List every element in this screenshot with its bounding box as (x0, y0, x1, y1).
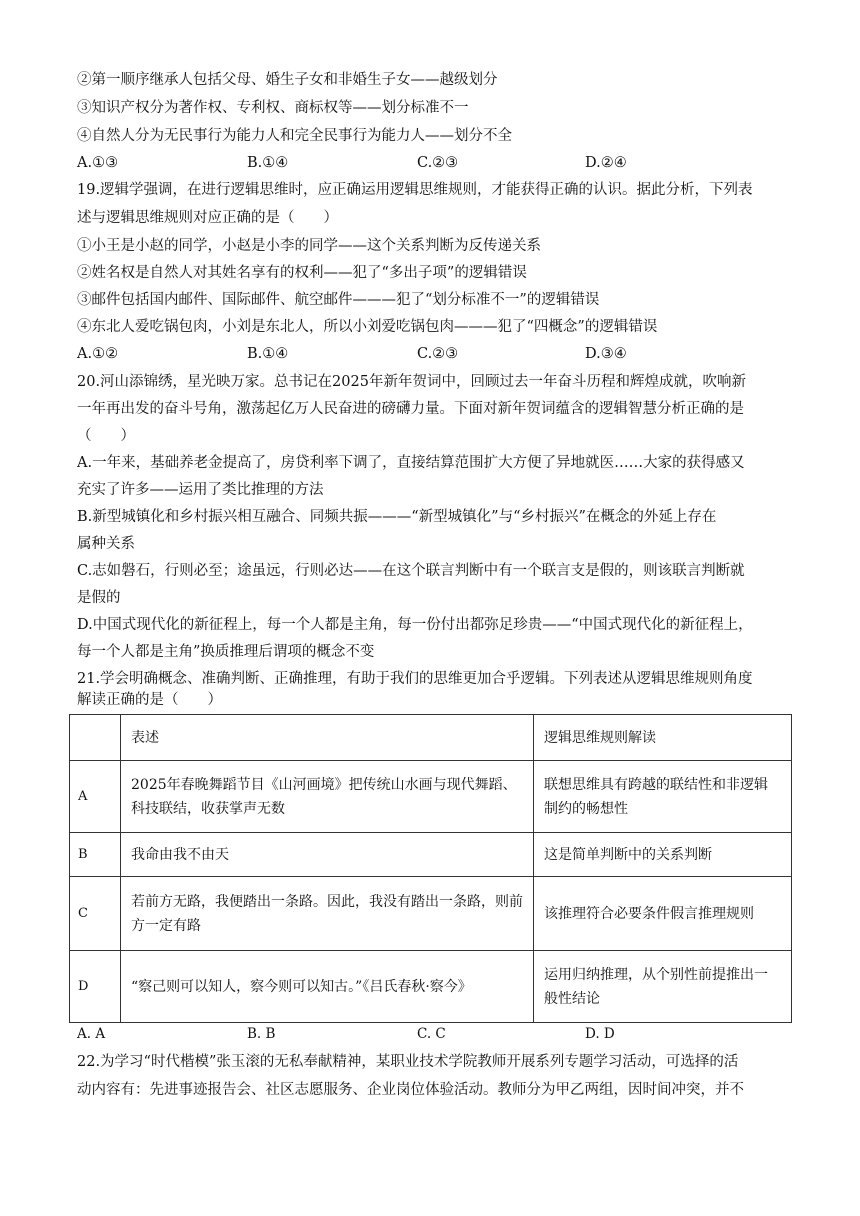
q22-stem-line: 动内容有：先进事迹报告会、社区志愿服务、企业岗位体验活动。教师分为甲乙两组，因时间冲突，并不 (77, 1082, 744, 1098)
q18-item-3: ③知识产权分为著作权、专利权、商标权等——划分标准不一 (77, 100, 469, 116)
q19-item-4: ④东北人爱吃锅包肉，小刘是东北人，所以小刘爱吃锅包肉———犯了“四概念”的逻辑错误 (77, 319, 658, 335)
row-interpretation: 这是简单判断中的关系判断 (534, 833, 792, 877)
table-row (70, 951, 792, 1023)
table-row (70, 761, 792, 833)
q19-option-c[interactable]: C.②③ (417, 346, 459, 362)
table-row (70, 877, 792, 951)
q20-stem-line: 20.河山添锦绣，星光映万家。总书记在2025年新年贺词中，回顾过去一年奋斗历程和辉煌成就，吹响新 (77, 374, 746, 390)
q19-option-a[interactable]: A.①② (77, 346, 119, 362)
q18-option-c[interactable]: C.②③ (417, 155, 459, 171)
q22-stem-line: 22.为学习“时代楷模”张玉滚的无私奉献精神，某职业技术学院教师开展系列专题学习活动，可选择的活 (77, 1054, 739, 1070)
q21-stem-line: 解读正确的是（ ） (77, 692, 222, 708)
table-header-cell (70, 715, 121, 761)
q18-option-a[interactable]: A.①③ (77, 155, 119, 171)
q19-option-d[interactable]: D.③④ (585, 346, 627, 362)
row-statement: 若前方无路，我便踏出一条路。因此，我没有踏出一条路，则前方一定有路 (121, 877, 534, 951)
q19-stem-line: 19.逻辑学强调，在进行逻辑思维时，应正确运用逻辑思维规则，才能获得正确的认识。据此分析，下列表 (77, 182, 753, 198)
q21-options (77, 1024, 777, 1044)
q20-option-a-cont[interactable]: 充实了许多——运用了类比推理的方法 (77, 482, 324, 498)
q21-stem-line: 21.学会明确概念、准确判断、正确推理，有助于我们的思维更加合乎逻辑。下列表述从逻辑思维规则角度 (77, 671, 753, 687)
q19-item-2: ②姓名权是自然人对其姓名享有的权利——犯了“多出子项”的逻辑错误 (77, 265, 527, 281)
q21-option-b[interactable]: B. B (247, 1026, 276, 1042)
row-interpretation: 该推理符合必要条件假言推理规则 (534, 877, 792, 951)
table-header-cell: 逻辑思维规则解读 (534, 715, 792, 761)
q21-option-a[interactable]: A. A (77, 1026, 106, 1042)
q20-option-d[interactable]: D.中国式现代化的新征程上，每一个人都是主角，每一份付出都弥足珍贵——“中国式现代化的新征程上， (77, 617, 753, 633)
row-label: A (70, 761, 121, 833)
row-interpretation: 联想思维具有跨越的联结性和非逻辑制约的畅想性 (534, 761, 792, 833)
table-header-row (70, 715, 792, 761)
row-statement: 2025年春晚舞蹈节目《山河画境》把传统山水画与现代舞蹈、科技联结，收获掌声无数 (121, 761, 534, 833)
q20-option-b-cont[interactable]: 属种关系 (77, 536, 135, 552)
row-label: C (70, 877, 121, 951)
q20-option-a[interactable]: A.一年来，基础养老金提高了，房贷利率下调了，直接结算范围扩大方便了异地就医……大家的获得感又 (77, 455, 745, 471)
q19-option-b[interactable]: B.①④ (247, 346, 289, 362)
q21-option-d[interactable]: D. D (585, 1026, 615, 1042)
row-interpretation: 运用归纳推理，从个别性前提推出一般性结论 (534, 951, 792, 1023)
row-statement: 我命由我不由天 (121, 833, 534, 877)
q18-options (77, 153, 777, 173)
q20-stem-line: 一年再出发的奋斗号角，激荡起亿万人民奋进的磅礴力量。下面对新年贺词蕴含的逻辑智慧分析正确的是 (77, 401, 744, 417)
table-header-cell: 表述 (121, 715, 534, 761)
row-label: B (70, 833, 121, 877)
q20-option-b[interactable]: B.新型城镇化和乡村振兴相互融合、同频共振———“新型城镇化”与“乡村振兴”在概念的外延上存在 (77, 509, 717, 525)
q18-item-2: ②第一顺序继承人包括父母、婚生子女和非婚生子女——越级划分 (77, 72, 498, 88)
q19-item-3: ③邮件包括国内邮件、国际邮件、航空邮件———犯了“划分标准不一”的逻辑错误 (77, 292, 600, 308)
row-label: D (70, 951, 121, 1023)
q19-item-1: ①小王是小赵的同学，小赵是小李的同学——这个关系判断为反传递关系 (77, 238, 541, 254)
q18-option-b[interactable]: B.①④ (247, 155, 289, 171)
q21-table (69, 714, 792, 1023)
q19-options (77, 344, 777, 364)
q18-option-d[interactable]: D.②④ (585, 155, 627, 171)
row-statement: “察己则可以知人，察今则可以知古。”《吕氏春秋·察今》 (121, 951, 534, 1023)
q18-item-4: ④自然人分为无民事行为能力人和完全民事行为能力人——划分不全 (77, 128, 512, 144)
q20-stem-line: （ ） (77, 428, 135, 444)
q20-option-d-cont[interactable]: 每一个人都是主角”换质推理后谓项的概念不变 (77, 644, 375, 660)
table-row (70, 833, 792, 877)
q20-option-c[interactable]: C.志如磐石，行则必至；途虽远，行则必达——在这个联言判断中有一个联言支是假的，则该联言判断就 (77, 563, 745, 579)
q20-option-c-cont[interactable]: 是假的 (77, 590, 121, 606)
q19-stem-line: 述与逻辑思维规则对应正确的是（ ） (77, 210, 338, 226)
q21-option-c[interactable]: C. C (417, 1026, 446, 1042)
